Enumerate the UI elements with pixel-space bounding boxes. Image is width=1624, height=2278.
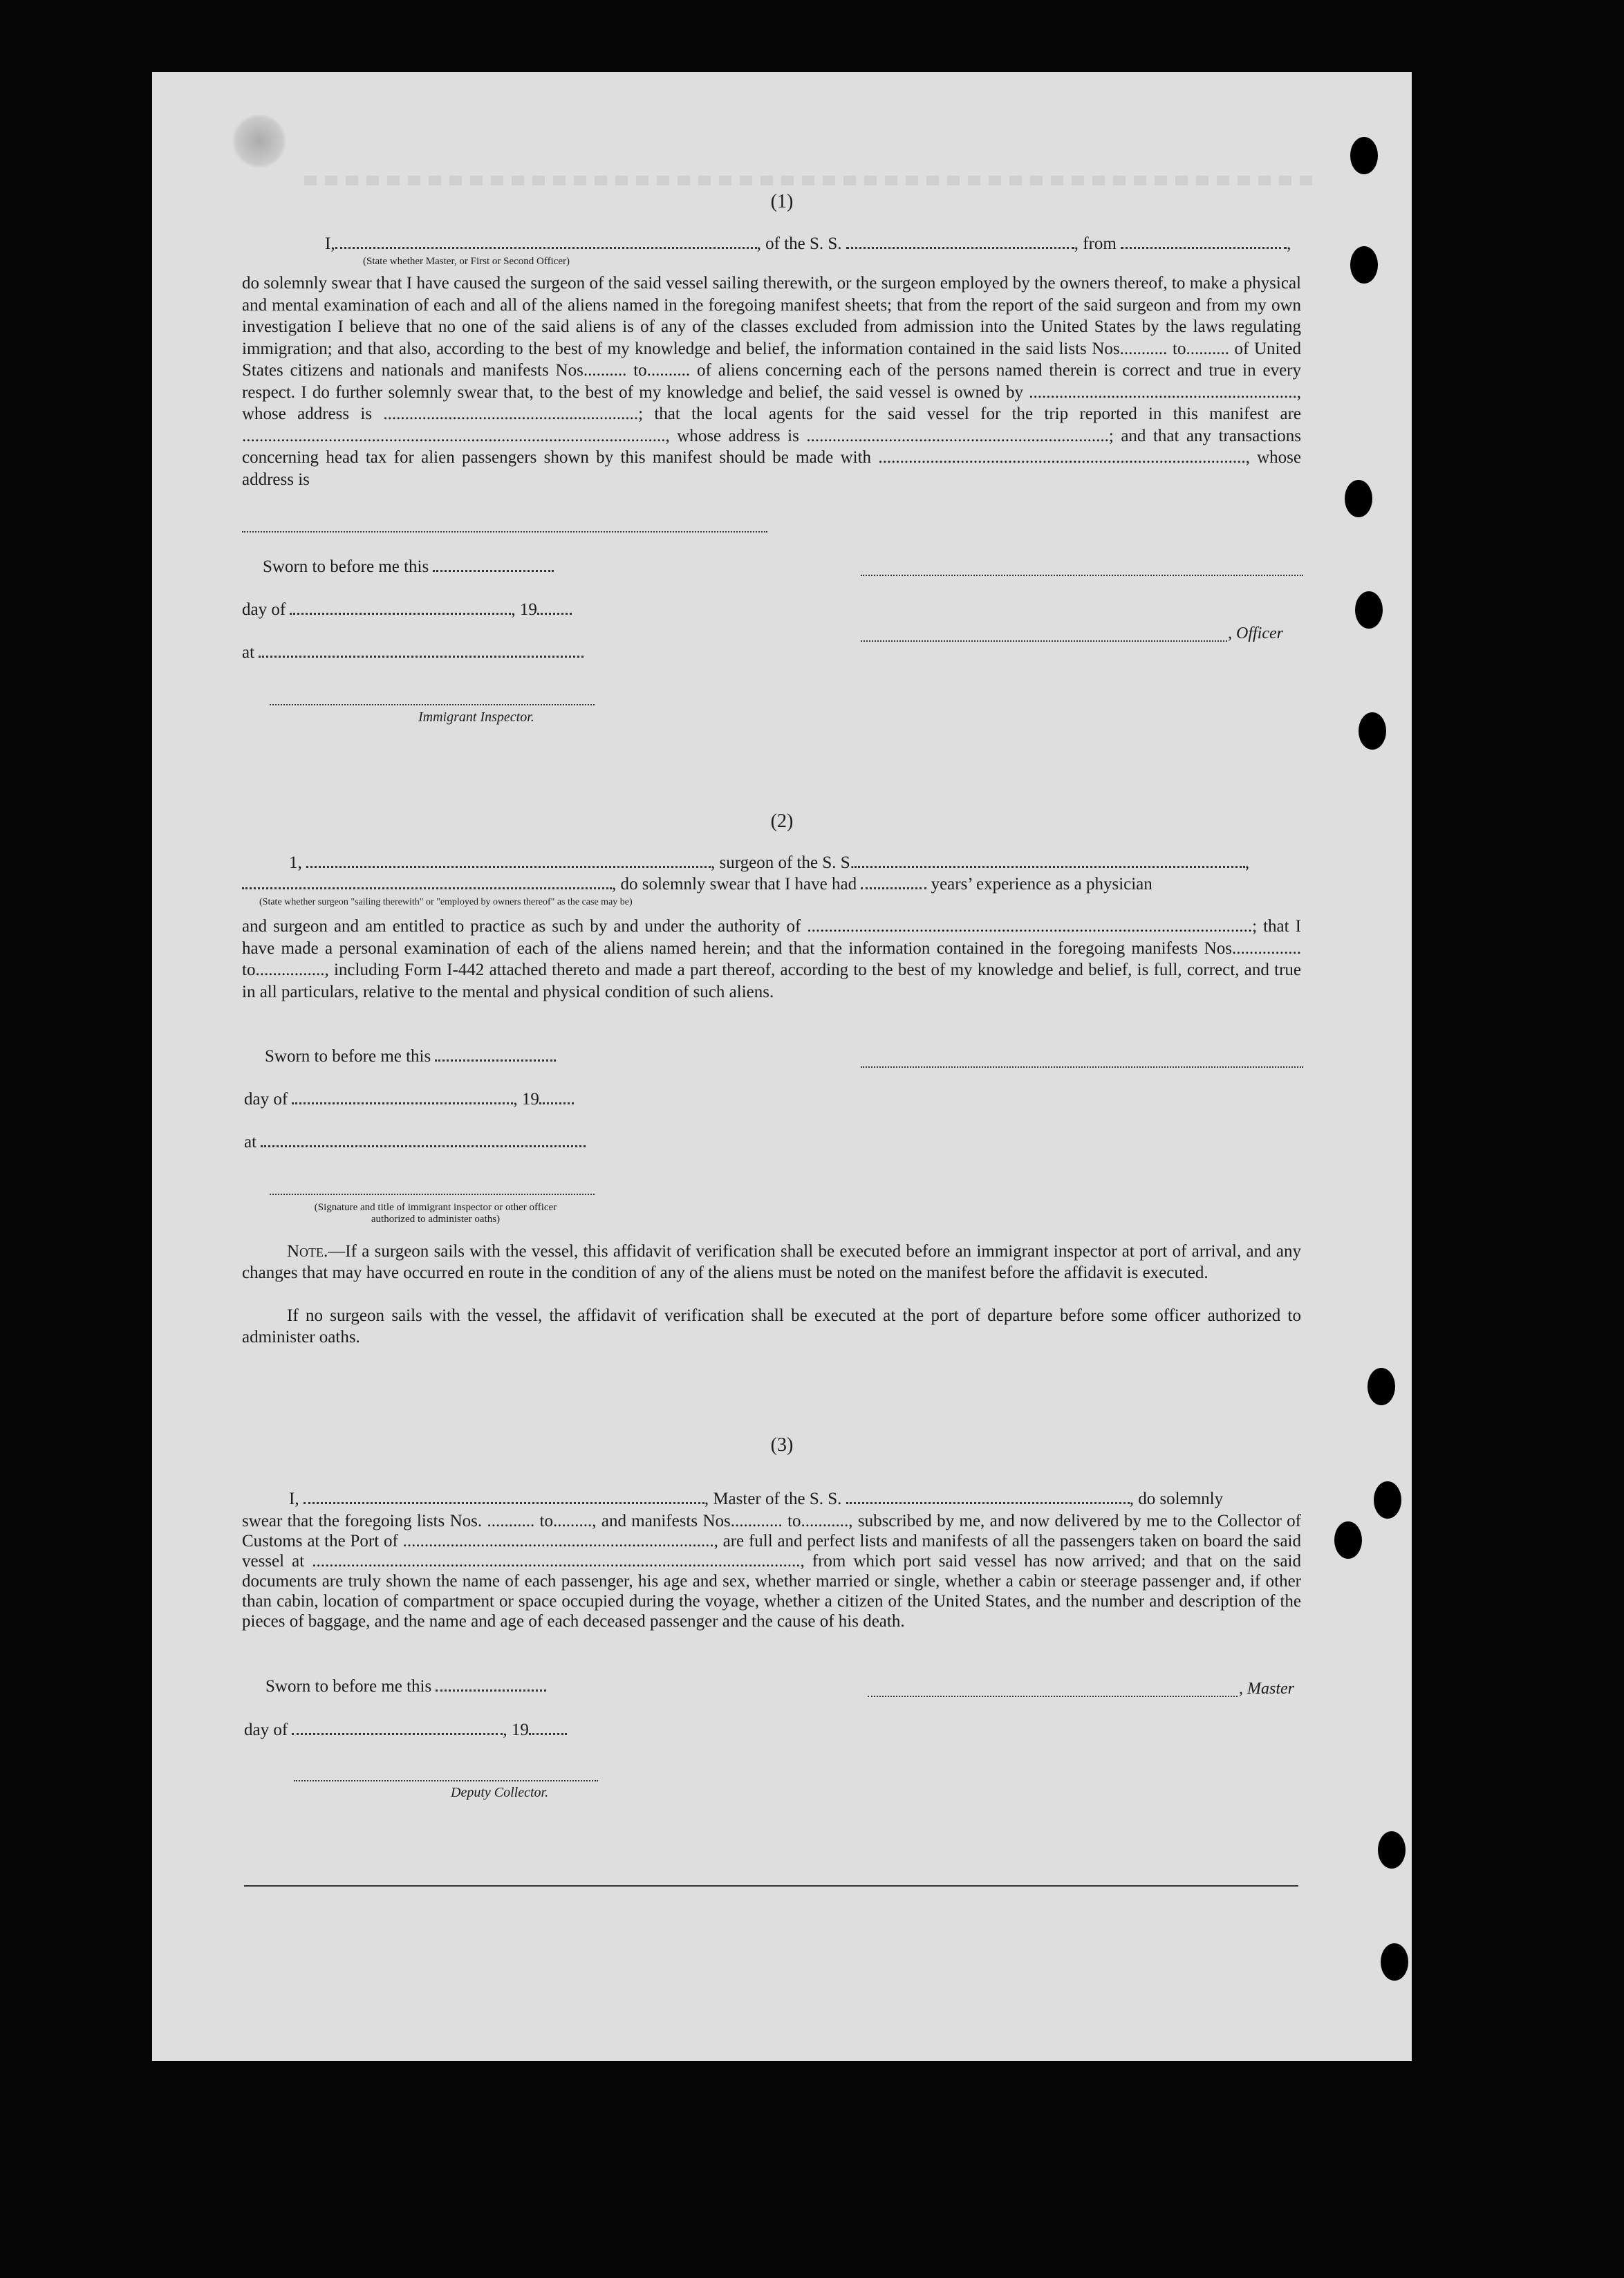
day-of-label: day of bbox=[244, 1090, 288, 1109]
master-name-blank bbox=[304, 1490, 704, 1504]
surgeon-signature-line bbox=[861, 1066, 1303, 1068]
sworn-label: Sworn to before me this bbox=[265, 1677, 432, 1696]
punch-hole bbox=[1374, 1481, 1401, 1519]
vessel-name-blank bbox=[846, 234, 1074, 249]
master-of-ss-label: , Master of the S. S. bbox=[704, 1490, 842, 1508]
section-2-caption: (State whether surgeon "sailing therewith" or "employed by owners thereof" as the case may be) bbox=[259, 897, 633, 907]
vessel-name-blank bbox=[855, 853, 1245, 868]
note-paragraph-2: If no surgeon sails with the vessel, the affidavit of verification shall be executed at the port of departure before some officer authorized to administer oaths. bbox=[242, 1306, 1301, 1346]
day-of-label: day of bbox=[244, 1721, 288, 1739]
section-1-body: do solemnly swear that I have caused the surgeon of the said vessel sailing therewith, or the surgeon employed by the owners thereof, to make a physical and mental examination of each and all of the aliens named in the foregoing manifest sheets; that from the report of the said surgeon and from my own investigation I believe that no one of the said aliens is of any of the classes excluded from admission into the United States by the laws regulating immigration; and that also, according to the best of my knowledge and belief, the information contained in the said lists Nos........... to.......... of United States citizens and nationals and manifests Nos.......... to.......... of aliens concerning each of the persons named therein is correct and true in every respect. I do further solemnly swear that, to the best of my knowledge and belief, the said vessel is owned by .............................................................., whose address is ...........................................................; that the local agents for the said vessel for the trip reported in this manifest are .................................................................................................., whose address is ......................................................................; and that any transactions concerning head tax for alien passengers shown by this manifest should be made with ....................................................................................., whose address is bbox=[242, 274, 1301, 489]
note-text-1: —If a surgeon sails with the vessel, this affidavit of verification shall be executed before an immigrant inspector at port of arrival, and any changes that may have occurred en route in the condition of any of the aliens must be noted on the manifest before the affidavit is executed. bbox=[242, 1242, 1301, 1282]
section-1-caption: (State whether Master, or First or Second Officer) bbox=[363, 256, 570, 267]
sworn-line-3 bbox=[265, 1677, 546, 1696]
master-signature-line bbox=[868, 1696, 1238, 1697]
inspector-signature-line-2 bbox=[270, 1194, 595, 1195]
i-label: I, bbox=[289, 1490, 299, 1508]
month-blank bbox=[292, 1090, 513, 1104]
sworn-line-1 bbox=[263, 557, 554, 577]
sworn-day-blank bbox=[433, 557, 554, 572]
at-line-1 bbox=[242, 643, 584, 663]
address-continuation-line bbox=[242, 531, 767, 533]
punch-hole bbox=[1350, 137, 1378, 174]
punch-hole bbox=[1334, 1521, 1362, 1559]
sworn-label: Sworn to before me this bbox=[265, 1047, 431, 1066]
officer-label: , Officer bbox=[1228, 624, 1283, 642]
sworn-day-blank bbox=[435, 1047, 556, 1062]
ink-stamp bbox=[232, 113, 287, 169]
inspector-label: Immigrant Inspector. bbox=[418, 710, 534, 725]
punch-hole bbox=[1368, 1368, 1395, 1405]
section-2-heading: (2) bbox=[770, 811, 794, 832]
month-blank bbox=[292, 1721, 503, 1735]
officer-title-line bbox=[861, 640, 1227, 642]
month-blank bbox=[290, 600, 511, 615]
master-label: , Master bbox=[1239, 1680, 1294, 1698]
collector-signature-line bbox=[294, 1780, 598, 1781]
inspector-signature-line bbox=[270, 704, 595, 705]
swear-label: , do solemnly swear that I have had bbox=[612, 875, 857, 893]
i-label: I, bbox=[325, 234, 335, 253]
punch-hole bbox=[1359, 712, 1386, 750]
day-of-line-3 bbox=[244, 1721, 567, 1740]
note-paragraph-1 bbox=[242, 1241, 1301, 1284]
surgeon-name-blank bbox=[306, 853, 711, 868]
bleed-through-text bbox=[304, 176, 1314, 185]
collector-label: Deputy Collector. bbox=[451, 1785, 549, 1800]
years-label: years’ experience as a physician bbox=[931, 875, 1152, 893]
section-3-body: swear that the foregoing lists Nos. ........... to........., and manifests Nos............ to..........., subscribed by me, and now delivered by me to the Collector of Customs at the Port of ........................................................................, are full and perfect lists and manifests of all the passengers taken on board the said vessel at ................................................................................................................., from which port said vessel has now arrived; and that on the said documents are truly shown the name of each passenger, his age and sex, whether married or single, whether a cabin or steerage passenger and, if other than cabin, location of compartment or space occupied during the voyage, whether a citizen of the United States, and the number and description of the pieces of baggage, and the name and age of each deceased passenger and the cause of his death. bbox=[242, 1512, 1301, 1631]
punch-hole bbox=[1345, 480, 1372, 517]
year-label: , 19 bbox=[511, 600, 537, 619]
year-blank bbox=[537, 600, 572, 615]
officer-signature-line bbox=[861, 575, 1303, 576]
sworn-label: Sworn to before me this bbox=[263, 557, 429, 576]
section-2-body: and surgeon and am entitled to practice as such by and under the authority of .......................................................................................................; that I have made a personal examination of each of the aliens named herein; and that the information contained in the foregoing manifests Nos................ to................, including Form I-442 attached thereto and made a part thereof, according to the best of my knowledge and belief, is full, correct, and true in all particulars, relative to the mental and physical condition of such aliens. bbox=[242, 917, 1301, 1001]
surgeon-of-label: , surgeon of the S. S. bbox=[711, 853, 855, 872]
manifest-page bbox=[152, 72, 1412, 2061]
punch-hole bbox=[1355, 591, 1383, 629]
from-port-blank bbox=[1121, 234, 1287, 249]
at-place-blank bbox=[261, 1133, 586, 1147]
do-solemnly-label: , do solemnly bbox=[1129, 1490, 1224, 1508]
year-blank bbox=[529, 1721, 567, 1735]
sworn-line-2 bbox=[265, 1047, 556, 1066]
year-label: , 19 bbox=[503, 1721, 529, 1739]
signature-caption: (Signature and title of immigrant inspector or other officer authorized to administer oaths) bbox=[314, 1202, 557, 1225]
punch-hole bbox=[1350, 246, 1378, 284]
years-blank bbox=[861, 875, 926, 889]
day-of-label: day of bbox=[242, 600, 286, 619]
note-label: Note. bbox=[287, 1242, 328, 1261]
of-ss-label: , of the S. S. bbox=[756, 234, 842, 253]
day-of-line-1 bbox=[242, 600, 572, 620]
year-label: , 19 bbox=[513, 1090, 539, 1109]
at-line-2 bbox=[244, 1133, 586, 1152]
officer-name-blank bbox=[335, 234, 757, 249]
section-1-line-i: I, , of the S. S. , from , bbox=[325, 234, 1291, 253]
punch-hole bbox=[1378, 1831, 1406, 1869]
at-place-blank bbox=[259, 643, 584, 658]
day-of-line-2 bbox=[244, 1090, 574, 1109]
i-label: 1, bbox=[289, 853, 302, 872]
sworn-day-blank bbox=[436, 1677, 546, 1692]
at-label: at bbox=[242, 643, 255, 662]
section-2-line-i: 1, , surgeon of the S. S. , bbox=[289, 853, 1250, 872]
punch-hole bbox=[1381, 1943, 1408, 1981]
from-label: , from bbox=[1074, 234, 1117, 253]
section-3-line-i bbox=[289, 1490, 1223, 1509]
section-3-heading: (3) bbox=[770, 1434, 794, 1456]
surgeon-status-blank bbox=[242, 875, 612, 889]
at-label: at bbox=[244, 1133, 257, 1151]
vessel-name-blank bbox=[846, 1490, 1130, 1504]
section-2-line-swear bbox=[242, 875, 1152, 894]
year-blank bbox=[539, 1090, 574, 1104]
bottom-rule bbox=[244, 1885, 1298, 1887]
section-1-heading: (1) bbox=[770, 191, 794, 212]
